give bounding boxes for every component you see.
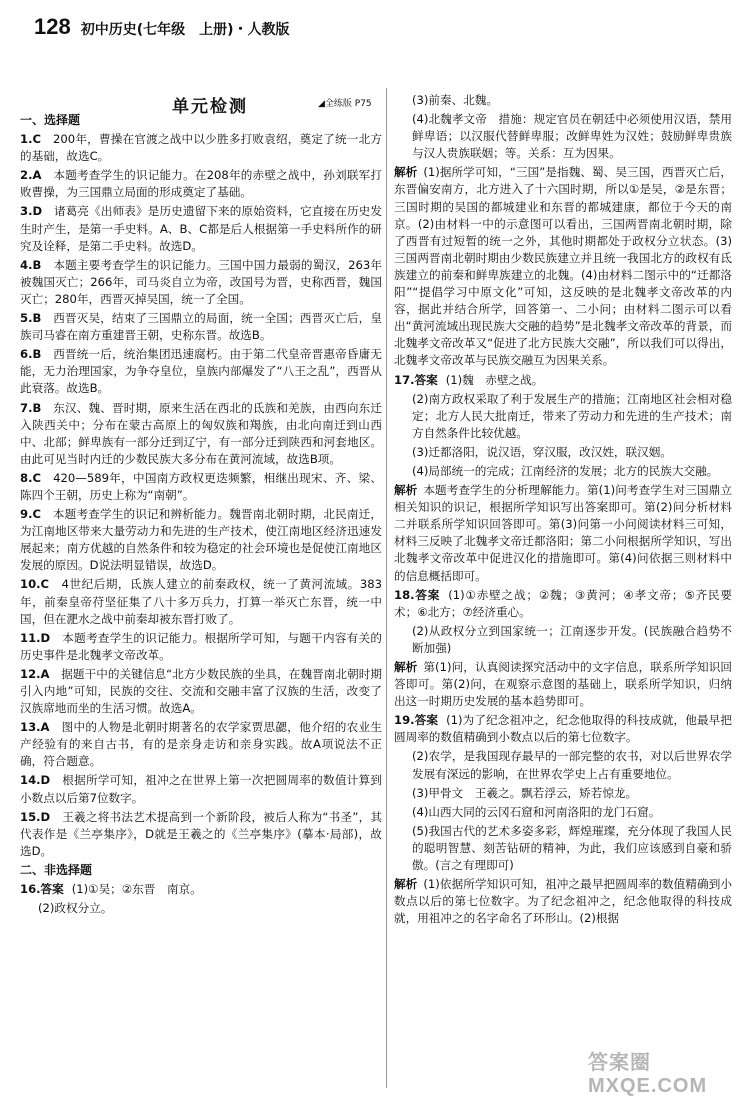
- q17-part1: (1)魏 赤壁之战。: [445, 372, 544, 387]
- q19-explanation-label: 解析: [394, 877, 418, 892]
- q18-answer: [394, 587, 732, 621]
- q17-answer: [394, 372, 732, 389]
- choice-answer-text: 4世纪后期，氐族人建立的前秦政权，统一了黄河流域。383年，前秦皇帝苻坚征集了八十多万兵力，打算一举灭亡东晋，统一中国，但在淝水之战中前秦却被东晋打败了。: [20, 577, 382, 626]
- column-divider: [386, 88, 387, 1088]
- choice-answer-item: [20, 400, 382, 468]
- q17-answer-label: 答案: [414, 372, 438, 387]
- reference-badge: ◢全练版 P75: [318, 99, 372, 109]
- choice-answer-number: 12.A: [20, 666, 50, 681]
- choice-answer-item: [20, 576, 382, 627]
- choice-answer-number: 9.C: [20, 507, 41, 522]
- choice-answer-item: [20, 203, 382, 254]
- choice-answer-text: 图中的人物是北朝时期著名的农学家贾思勰，他介绍的农业生产经验有的来自古书，有的是亲身走访和亲身实践。故A项说法不正确，符合题意。: [20, 720, 382, 769]
- q18-part2: (2)从政权分立到国家统一；江南逐步开发。(民族融合趋势不断加强): [412, 623, 732, 655]
- q17-part4: (4)局部统一的完成；江南经济的发展；北方的民族大交融。: [412, 463, 719, 478]
- q19-part4: (4)山西大同的云冈石窟和河南洛阳的龙门石窟。: [412, 804, 661, 819]
- choice-answer-list: [20, 131, 382, 860]
- q16-answer: [20, 881, 382, 898]
- choice-answer-text: 西晋灭吴，结束了三国鼎立的局面，统一全国；西晋灭亡后，皇族司马睿在南方重建晋王朝，史称东晋。故选B。: [20, 311, 382, 343]
- page-header: [34, 14, 290, 54]
- q16-line1: (1)①吴；②东晋 南京。: [71, 882, 202, 897]
- choice-answer-number: 6.B: [20, 347, 42, 362]
- q19-part5: (5)我国古代的艺术多姿多彩，辉煌璀璨，充分体现了我国人民的聪明智慧、刻苦钻研的精神，为此，我们应该感到自豪和骄傲。(言之有理即可): [412, 823, 732, 873]
- choice-answer-item: [20, 310, 382, 344]
- section-choice-heading: 一、选择题: [20, 113, 81, 127]
- q18-explanation-text: 第(1)问，认真阅读探究活动中的文字信息，联系所学知识回答即可。第(2)问，在观察示意图的基础上，联系所学知识，归纳出这一时期历史发展的基本趋势即可。: [394, 660, 732, 709]
- q19-explanation-text: (1)依据所学知识可知，祖冲之最早把圆周率的数值精确到小数点以后的第七位数字。为了纪念祖冲之，纪念他取得的科技成就，用祖冲之的名字命名了环形山。(2)根据: [394, 877, 732, 926]
- right-column: [394, 92, 732, 929]
- q19-answer: [394, 712, 732, 746]
- choice-answer-item: [20, 719, 382, 770]
- choice-answer-number: 3.D: [20, 204, 43, 219]
- q17-number: 17.: [394, 372, 415, 387]
- q16-explanation-text: (1)据所学可知，“三国”是指魏、蜀、吴三国，西晋灭亡后，东晋偏安南方，北方进入了十六国时期，所以①是吴，②是东晋；三国时期的吴国的都城建业和东晋的都城建康，都位于今天的南京。(2)由材料一中的示意图可以看出，三国两晋南北朝时期，除了西晋有过短暂的统一之外，其他时期都处于政权分立状态。(3)三国两晋南北朝时期由少数民族建立并且统一我国北方的政权有氐族建立的前秦和鲜卑族建立的北魏。(4)由材料二图示中的“迁都洛阳”“提倡学习中原文化”可知，这反映的是北魏孝文帝改革的内容，据此并结合所学，回答第一、二小问；由材料二图示可以看出“黄河流域出现民族大交融的趋势”是北魏孝文帝改革的背景，而北魏孝文帝改革又“促进了北方民族大交融”，所以我们可以得出，北魏孝文帝改革与民族交融互为因果关系。: [394, 165, 732, 368]
- choice-answer-number: 2.A: [20, 168, 42, 183]
- choice-answer-text: 诸葛亮《出师表》是历史遗留下来的原始资料，它直接在历史发生时产生，是第一手史料。A、B、C都是后人根据第一手史料所作的研究及诠释，是第二手史料。故选D。: [20, 204, 382, 253]
- q16-part4: (4)北魏孝文帝 措施：规定官员在朝廷中必须使用汉语，禁用鲜卑语；以汉服代替鲜卑服；改鲜卑姓为汉姓；鼓励鲜卑贵族与汉人贵族联姻；等。关系：互为因果。: [412, 112, 732, 161]
- q16-number: 16.: [20, 882, 41, 897]
- choice-answer-text: 据题干中的关键信息“北方少数民族的坐具，在魏晋南北朝时期引入内地”可知，民族的交往、交流和交融丰富了汉族的生活，改变了汉族席地而坐的生活习惯。故选A。: [20, 666, 382, 716]
- choice-answer-item: [20, 470, 382, 504]
- watermark-logo: 答案圈 MXQE.COM: [588, 1052, 708, 1097]
- choice-answer-item: [20, 131, 382, 165]
- choice-answer-item: [20, 257, 382, 308]
- choice-answer-number: 1.C: [20, 132, 41, 147]
- choice-answer-number: 11.D: [20, 630, 51, 645]
- choice-answer-text: 420—589年，中国南方政权更迭频繁，相继出现宋、齐、梁、陈四个王朝，历史上称为“南朝”。: [20, 470, 382, 502]
- q16-line2: (2)政权分立。: [38, 901, 113, 916]
- choice-answer-number: 8.C: [20, 470, 41, 485]
- q17-part2: (2)南方政权采取了利于发展生产的措施；江南地区社会相对稳定；北方人民大批南迁，带来了劳动力和先进的生产技术；南方自然条件比较优越。: [412, 391, 732, 440]
- choice-answer-item: [20, 772, 382, 806]
- q18-part1: (1)①赤壁之战；②魏；③黄河；④孝文帝；⑤齐民要术；⑥北方；⑦经济重心。: [394, 587, 732, 619]
- q18-answer-label: 答案: [414, 587, 441, 602]
- q17-explanation-text: 本题考查学生的分析理解能力。第(1)问考查学生对三国鼎立相关知识的识记，根据所学知识写出答案即可。第(2)问分析材料二并联系所学知识回答即可。第(3)问第一小问阅读材料三可知，材料三反映了北魏孝文帝迁都洛阳；第二小问根据所学知识，写出北魏孝文帝改革中促进汉化的措施即可。第(4)问依据三则材料中的信息概括即可。: [394, 483, 732, 583]
- q19-part2: (2)农学，是我国现存最早的一部完整的农书，对以后世界农学发展有深远的影响，在世界农学史上占有重要地位。: [412, 749, 732, 781]
- unit-title: 单元检测: [172, 97, 248, 117]
- q18-explanation-label: 解析: [394, 660, 418, 674]
- choice-answer-item: [20, 630, 382, 664]
- choice-answer-text: 王羲之将书法艺术提高到一个新阶段，被后人称为“书圣”，其代表作是《兰亭集序》，D就是王羲之的《兰亭集序》(摹本·局部)，故选D。: [20, 809, 382, 858]
- choice-answer-item: [20, 809, 382, 860]
- q16-explanation-label: 解析: [394, 165, 418, 180]
- choice-answer-text: 本题考查学生的识记和辨析能力。魏晋南北朝时期，北民南迁，为江南地区带来大量劳动力和先进的生产技术，使江南地区经济迅速发展起来；南方优越的自然条件和较为稳定的社会环境也是促使江南地区发展的原因。D说法明显错误，故选D。: [20, 507, 382, 573]
- choice-answer-number: 14.D: [20, 773, 51, 788]
- q19-answer-label: 答案: [414, 713, 439, 728]
- q16-explanation: [394, 164, 732, 369]
- choice-answer-number: 5.B: [20, 311, 42, 326]
- q18-number: 18.: [394, 587, 415, 602]
- left-column: [20, 110, 382, 919]
- q18-explanation: [394, 659, 732, 710]
- choice-answer-number: 13.A: [20, 720, 50, 735]
- page-number: 128: [34, 14, 71, 39]
- q17-explanation: [394, 482, 732, 585]
- choice-answer-number: 10.C: [20, 577, 50, 592]
- choice-answer-text: 200年，曹操在官渡之战中以少胜多打败袁绍，奠定了统一北方的基础，故选C。: [20, 132, 382, 164]
- choice-answer-text: 本题考查学生的识记能力。在208年的赤壁之战中，孙刘联军打败曹操，为三国鼎立局面的形成奠定了基础。: [20, 168, 382, 200]
- choice-answer-text: 根据所学可知，祖冲之在世界上第一次把圆周率的数值计算到小数点以后第7位数字。: [20, 773, 382, 805]
- choice-answer-text: 东汉、魏、晋时期，原来生活在西北的氐族和羌族，由西向东迁入陕西关中；分布在蒙古高原上的匈奴族和羯族，由北向南迁到山西中、北部；鲜卑族有一部分迁到辽宁，有一部分迁到陕西和河套地区。由此可见当时内迁的少数民族大多分布在黄河流域，故选B项。: [20, 400, 382, 466]
- q16-answer-label: 答案: [40, 882, 64, 897]
- choice-answer-number: 15.D: [20, 809, 51, 824]
- choice-answer-text: 本题考查学生的识记能力。根据所学可知，与题干内容有关的历史事件是北魏孝文帝改革。: [20, 630, 382, 662]
- choice-answer-item: [20, 506, 382, 574]
- q19-part1: (1)为了纪念祖冲之，纪念他取得的科技成就，他最早把圆周率的数值精确到小数点以后的第七位数字。: [394, 713, 732, 745]
- section-nonchoice-heading: 二、非选择题: [20, 862, 93, 877]
- q19-explanation: [394, 876, 732, 927]
- q19-number: 19.: [394, 713, 415, 728]
- choice-answer-item: [20, 167, 382, 201]
- choice-answer-number: 7.B: [20, 400, 42, 415]
- choice-answer-number: 4.B: [20, 257, 42, 272]
- q17-part3: (3)迁都洛阳，说汉语，穿汉服，改汉姓，联汉姻。: [412, 444, 672, 459]
- q17-explanation-label: 解析: [394, 483, 418, 498]
- choice-answer-item: [20, 346, 382, 397]
- choice-answer-text: 西晋统一后，统治集团迅速腐朽。由于第二代皇帝晋惠帝昏庸无能，无力治理国家，为争夺皇位，皇族内部爆发了“八王之乱”，西晋从此衰落。故选B。: [20, 347, 382, 396]
- choice-answer-item: [20, 666, 382, 717]
- q16-part3: (3)前秦、北魏。: [412, 93, 498, 107]
- choice-answer-text: 本题主要考查学生的识记能力。三国中国力最弱的蜀汉，263年被魏国灭亡；266年，司马炎自立为帝，改国号为晋，史称西晋，魏国灭亡；280年，西晋灭掉吴国，统一了全国。: [20, 257, 382, 306]
- book-title: 初中历史(七年级 上册)・人教版: [80, 22, 290, 38]
- q19-part3: (3)甲骨文 王羲之。飘若浮云，矫若惊龙。: [412, 785, 638, 800]
